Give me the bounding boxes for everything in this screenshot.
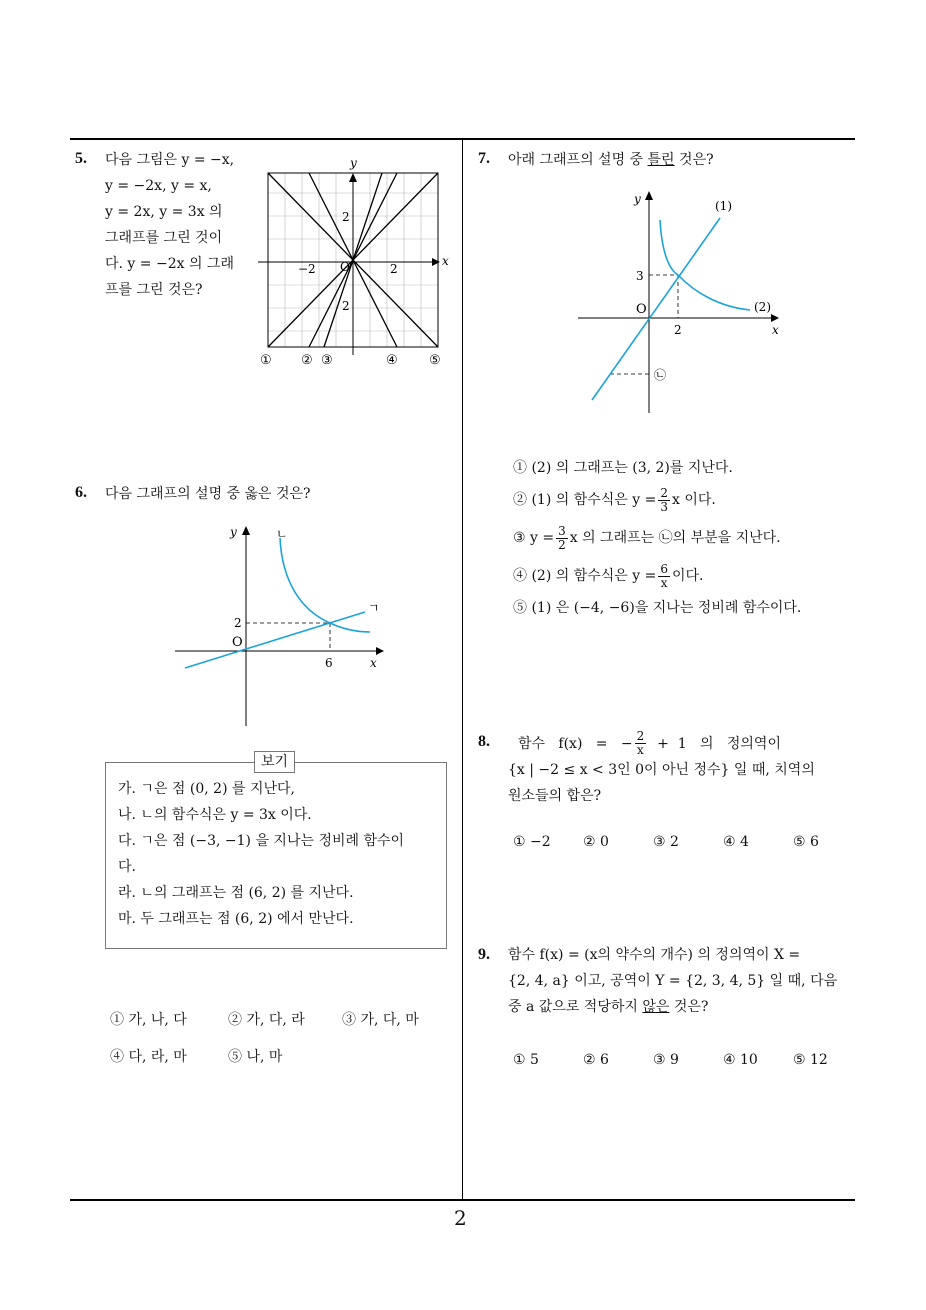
q7-x-label: x (772, 323, 779, 337)
q7-option-3-frac (556, 525, 568, 552)
q5-choice-2: ② (301, 353, 313, 368)
q7-option-5[interactable]: ⑤ (1) 은 (−4, −6)을 지나는 정비례 함수이다. (513, 600, 802, 616)
q6-bogi-item: 나. ㄴ의 함수식은 y = 3x 이다. (118, 807, 312, 823)
q5-number: 5. (75, 150, 87, 167)
q7-option-2-post: x 이다. (671, 492, 716, 508)
q5-line: 다음 그림은 y = −x, (105, 152, 235, 168)
q5-choice-3: ③ (321, 353, 333, 368)
q8-frac-den: x (636, 742, 644, 757)
q7-option-4-post: 이다. (671, 568, 704, 584)
q8-line-1-pre: 함수 f(x) = − (518, 736, 633, 752)
q9-option-4[interactable]: ④ 10 (723, 1052, 758, 1068)
q5-x-tick-pos: 2 (390, 262, 398, 276)
q7-label-2: (2) (754, 300, 771, 314)
q7-option-4[interactable] (513, 557, 801, 595)
q9-line-3 (508, 994, 837, 1020)
q5-x-label: x (442, 254, 449, 268)
q6-bogi-title: 보기 (254, 751, 295, 773)
q7-text-underline: 틀린 (647, 152, 675, 168)
q5-line: y = −2x, y = x, (105, 178, 212, 194)
q7-option-4-frac (658, 563, 670, 590)
q5-y-tick-neg: 2 (342, 299, 350, 313)
q8-line-3: 원소들의 합은? (508, 788, 602, 804)
q7-option-4-num: 6 (660, 561, 668, 576)
q7-y-value: 3 (636, 269, 644, 283)
q7-option-4-pre: ④ (2) 의 함수식은 y = (513, 568, 657, 584)
q7-region-label: ㉡ (654, 368, 667, 382)
q7-option-3-pre: ③ y = (513, 530, 555, 546)
q9-number: 9. (478, 946, 490, 963)
q5-origin-label: O (340, 260, 350, 274)
q7-text (508, 147, 714, 173)
q6-bogi-items (118, 776, 404, 932)
q7-option-2-pre: ② (1) 의 함수식은 y = (513, 492, 657, 508)
q7-origin-label: O (636, 302, 647, 317)
q6-text: 다음 그래프의 설명 중 옳은 것은? (105, 486, 311, 502)
q5-choice-4: ④ (386, 353, 398, 368)
q7-option-3[interactable] (513, 519, 801, 557)
q8-option-5[interactable]: ⑤ 6 (793, 834, 819, 850)
q5-line: y = 2x, y = 3x 의 (105, 204, 223, 220)
q7-text-after: 것은? (674, 152, 714, 168)
q5-line: 다. y = −2x 의 그래 (105, 256, 234, 272)
q9-line-1: 함수 f(x) = (x의 약수의 개수) 의 정의역이 X = (508, 947, 801, 963)
q7-option-2-den: 3 (660, 499, 668, 514)
q6-number: 6. (75, 484, 87, 501)
column-divider (462, 138, 463, 1200)
q7-text-before: 아래 그래프의 설명 중 (508, 152, 648, 168)
q6-graph (170, 520, 390, 730)
q7-x-value: 2 (674, 323, 682, 337)
q5-x-tick-neg: −2 (298, 262, 316, 276)
q7-option-3-post: x 의 그래프는 ㉡의 부분을 지난다. (569, 530, 781, 546)
q5-y-tick-pos: 2 (342, 210, 350, 224)
q7-option-2[interactable] (513, 481, 801, 519)
q8-option-3[interactable]: ③ 2 (653, 834, 679, 850)
q6-option-4[interactable]: ④ 다, 라, 마 (110, 1049, 187, 1065)
q9-line-3-underline: 않은 (642, 999, 670, 1015)
q8-option-2[interactable]: ② 0 (583, 834, 609, 850)
page-number: 2 (454, 1206, 467, 1230)
q6-option-1[interactable]: ① 가, 나, 다 (110, 1012, 187, 1028)
q6-origin-label: O (232, 635, 243, 650)
q9-line-2: {2, 4, a} 이고, 공역이 Y = {2, 3, 4, 5} 일 때, 다음 (508, 973, 838, 989)
q6-y-value: 2 (234, 616, 242, 630)
q7-option-2-frac (658, 487, 670, 514)
q7-label-1: (1) (715, 199, 732, 213)
q6-bogi-item: 마. 두 그래프는 점 (6, 2) 에서 만난다. (118, 911, 354, 927)
q7-option-1[interactable]: ① (2) 의 그래프는 (3, 2)를 지난다. (513, 460, 733, 476)
q8-option-1[interactable]: ① −2 (513, 834, 551, 850)
bottom-rule (70, 1199, 855, 1201)
q6-line-label: ㄱ (368, 601, 380, 615)
q7-option-3-num: 3 (558, 523, 566, 538)
q7-graph (570, 185, 790, 415)
q8-frac (635, 730, 647, 757)
q8-frac-num: 2 (636, 728, 645, 743)
q7-option-3-den: 2 (558, 537, 566, 552)
q6-x-label: x (370, 656, 377, 670)
q7-options (513, 455, 801, 625)
q5-graph (258, 155, 458, 370)
q8-line-2: {x | −2 ≤ x < 3인 0이 아닌 정수} 일 때, 치역의 (508, 762, 815, 778)
q7-y-label: y (634, 192, 641, 206)
q6-bogi-item: 다. (118, 859, 136, 875)
q7-option-2-num: 2 (660, 485, 668, 500)
q9-option-2[interactable]: ② 6 (583, 1052, 609, 1068)
q6-bogi-item: 다. ㄱ은 점 (−3, −1) 을 지나는 정비례 함수이 (118, 833, 405, 849)
q7-number: 7. (478, 150, 490, 167)
q8-number: 8. (478, 733, 490, 750)
q5-choice-1: ① (260, 353, 272, 368)
q8-line-1-post: + 1 의 정의역이 (648, 736, 781, 752)
q8-option-4[interactable]: ④ 4 (723, 834, 749, 850)
q9-option-5[interactable]: ⑤ 12 (793, 1052, 828, 1068)
q6-option-5[interactable]: ⑤ 나, 마 (228, 1049, 283, 1065)
q9-text (508, 942, 837, 1020)
q5-line: 프를 그린 것은? (105, 282, 203, 298)
q6-option-2[interactable]: ② 가, 다, 라 (228, 1012, 305, 1028)
q6-x-value: 6 (325, 656, 333, 670)
q6-option-3[interactable]: ③ 가, 다, 마 (342, 1012, 419, 1028)
q9-option-3[interactable]: ③ 9 (653, 1052, 679, 1068)
q6-curve-label: ㄴ (276, 527, 288, 541)
q5-choice-5: ⑤ (429, 353, 441, 368)
q7-option-4-den: x (660, 575, 668, 590)
q6-bogi-item: 가. ㄱ은 점 (0, 2) 를 지난다, (118, 781, 295, 797)
q6-bogi-item: 라. ㄴ의 그래프는 점 (6, 2) 를 지난다. (118, 885, 354, 901)
q9-line-3-pre: 중 a 값으로 적당하지 (508, 999, 643, 1015)
q9-option-1[interactable]: ① 5 (513, 1052, 539, 1068)
q5-text (105, 147, 234, 303)
q5-y-label: y (350, 156, 357, 170)
q6-y-label: y (230, 525, 237, 539)
q9-line-3-post: 것은? (669, 999, 709, 1015)
q5-line: 그래프를 그린 것이 (105, 230, 223, 246)
